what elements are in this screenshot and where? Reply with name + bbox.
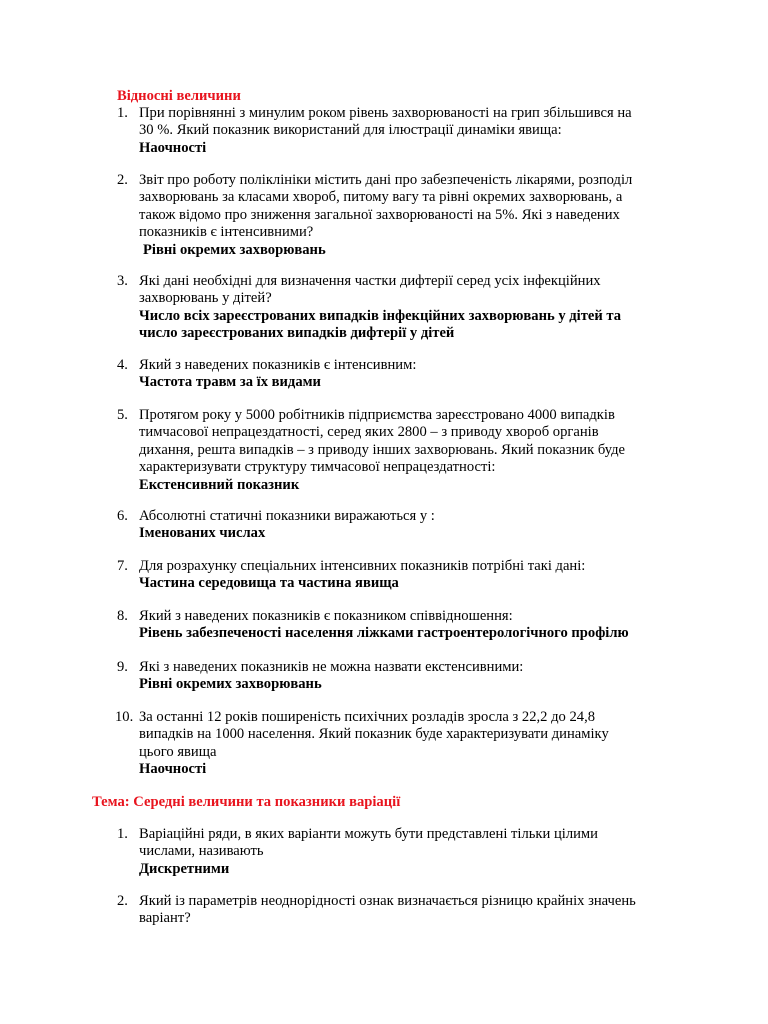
question-line: 30 %. Який показник використаний для ілюстрації динаміки явища: xyxy=(139,122,562,139)
question-item xyxy=(117,608,677,643)
question-line: захворювань за класами хвороб, питому вагу та рівні окремих захворювань, а xyxy=(139,189,623,206)
answer-line: Рівень забезпеченості населення ліжками гастроентерологічного профілю xyxy=(139,625,629,642)
question-line: Звіт про роботу поліклініки містить дані про забезпеченість лікарями, розподіл xyxy=(139,172,633,188)
question-number: 10. xyxy=(115,709,134,725)
question-item xyxy=(117,826,677,878)
question-line: варіант? xyxy=(139,910,191,927)
question-line: Який з наведених показників є інтенсивним: xyxy=(139,357,417,373)
answer-line: Рівні окремих захворювань xyxy=(139,676,322,693)
question-item xyxy=(117,357,677,392)
answer-line: Наочності xyxy=(139,139,207,156)
question-item xyxy=(117,105,677,157)
question-line: Для розрахунку спеціальних інтенсивних показників потрібні такі дані: xyxy=(139,558,586,574)
question-line: тимчасової непрацездатності, серед яких 2800 – з приводу хвороб органів xyxy=(139,424,599,441)
question-line: цього явища xyxy=(139,743,217,760)
question-item xyxy=(117,893,677,928)
question-line: дихання, решта випадків – з приводу інших захворювань. Який показник буде xyxy=(139,441,625,458)
question-item xyxy=(117,659,677,694)
question-line: показників є інтенсивними? xyxy=(139,224,314,241)
question-line: За останні 12 років поширеність психічних розладів зросла з 22,2 до 24,8 xyxy=(139,709,596,725)
question-line: Абсолютні статичні показники виражаються у : xyxy=(139,508,435,524)
question-line: Які з наведених показників не можна назвати екстенсивними: xyxy=(139,659,524,675)
question-line: При порівнянні з минулим роком рівень захворюваності на грип збільшився на xyxy=(139,105,632,121)
question-line: числами, називають xyxy=(139,843,264,860)
question-line: Протягом року у 5000 робітників підприємства зареєстровано 4000 випадків xyxy=(139,407,615,423)
answer-line: Дискретними xyxy=(139,860,230,877)
answer-line: Рівні окремих захворювань xyxy=(143,241,326,258)
question-number: 7. xyxy=(117,558,128,574)
answer-line: Іменованих числах xyxy=(139,525,266,542)
question-item xyxy=(117,407,677,494)
question-line: захворювань у дітей? xyxy=(139,290,272,307)
question-number: 4. xyxy=(117,357,128,373)
question-line: Які дані необхідні для визначення частки дифтерії серед усіх інфекційних xyxy=(139,273,601,289)
answer-line: Частина середовища та частина явища xyxy=(139,575,399,592)
question-line: Варіаційні ряди, в яких варіанти можуть бути представлені тільки цілими xyxy=(139,826,598,842)
question-item xyxy=(117,273,677,343)
question-line: Який із параметрів неоднорідності ознак визначається різницю крайніх значень xyxy=(139,893,636,909)
question-number: 3. xyxy=(117,273,128,289)
question-line: Який з наведених показників є показником співвідношення: xyxy=(139,608,513,624)
question-number: 2. xyxy=(117,893,128,909)
answer-line: Число всіх зареєстрованих випадків інфекційних захворювань у дітей та xyxy=(139,307,622,324)
question-number: 5. xyxy=(117,407,128,423)
question-item xyxy=(117,508,677,543)
question-number: 2. xyxy=(117,172,128,188)
question-number: 1. xyxy=(117,105,128,121)
question-number: 1. xyxy=(117,826,128,842)
answer-line: число зареєстрованих випадків дифтерії у дітей xyxy=(139,325,455,342)
answer-line: Екстенсивний показник xyxy=(139,476,300,493)
answer-line: Частота травм за їх видами xyxy=(139,374,321,391)
question-line: характеризувати структуру тимчасової непрацездатності: xyxy=(139,459,496,476)
section-title-relative-values: Відносні величини xyxy=(117,88,241,104)
question-number: 9. xyxy=(117,659,128,675)
question-item xyxy=(117,709,677,779)
question-number: 6. xyxy=(117,508,128,524)
question-line: також відомо про зниження загальної захворюваності на 5%. Які з наведених xyxy=(139,206,620,223)
section-title-averages-variation: Тема: Середні величини та показники варіації xyxy=(92,794,401,810)
question-item xyxy=(117,558,677,593)
answer-line: Наочності xyxy=(139,761,207,778)
question-line: випадків на 1000 населення. Який показник буде характеризувати динаміку xyxy=(139,726,609,743)
question-number: 8. xyxy=(117,608,128,624)
question-item xyxy=(117,172,677,259)
